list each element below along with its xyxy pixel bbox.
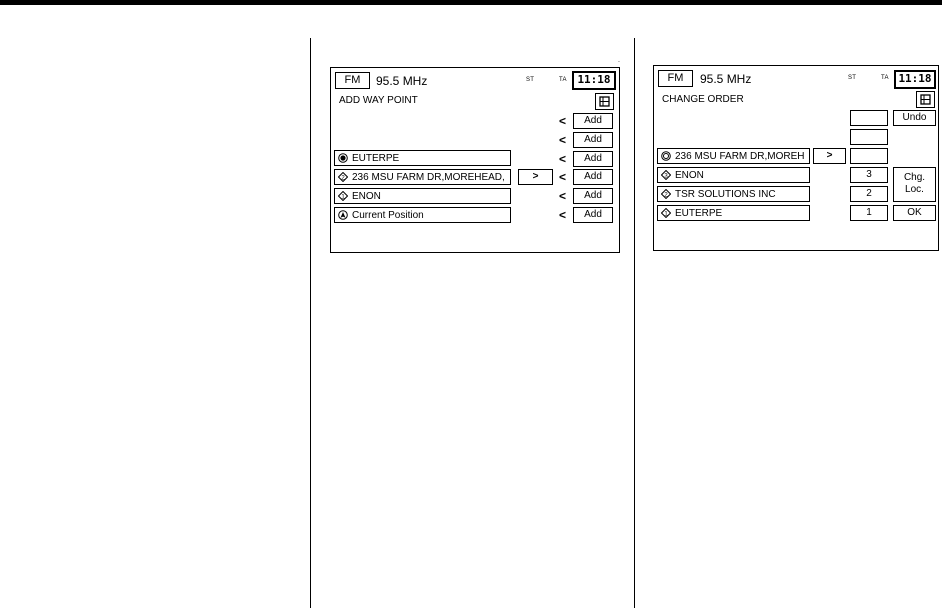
undo-button[interactable]: Undo <box>893 110 936 126</box>
menu-icon[interactable] <box>595 93 614 110</box>
page-title: ADD WAY POINT <box>339 95 418 106</box>
add-button-3[interactable]: Add <box>573 151 613 167</box>
waypoint-label: ENON <box>675 170 704 181</box>
loc-line: Loc. <box>905 184 924 195</box>
order-slot-empty[interactable] <box>850 148 888 164</box>
waypoint-label: EUTERPE <box>352 153 400 164</box>
frequency-label: 95.5 MHz <box>376 74 428 88</box>
waypoint-item[interactable] <box>334 207 511 223</box>
waypoint-item[interactable] <box>657 167 810 183</box>
traffic-indicator: TA <box>881 75 889 81</box>
waypoint-1-icon <box>661 208 671 218</box>
current-position-icon <box>338 210 348 220</box>
destination-icon <box>661 151 671 161</box>
insert-arrow: < <box>559 152 567 166</box>
frequency-label: 95.5 MHz <box>700 72 752 86</box>
move-right-button[interactable]: > <box>813 148 846 164</box>
svg-text:1: 1 <box>664 211 668 218</box>
svg-text:3: 3 <box>664 173 668 180</box>
change-order-screen <box>653 65 939 251</box>
waypoint-label: TSR SOLUTIONS INC <box>675 189 776 200</box>
insert-arrow: < <box>559 133 567 147</box>
waypoint-item[interactable] <box>657 148 810 164</box>
add-button-5[interactable]: Add <box>573 188 613 204</box>
clock: 11:18 <box>572 71 616 90</box>
order-number[interactable]: 1 <box>850 205 888 221</box>
waypoint-label: 236 MSU FARM DR,MOREHEAD, <box>352 172 505 183</box>
stereo-indicator: ST <box>848 75 857 81</box>
band-button[interactable]: FM <box>658 70 693 87</box>
column-divider-left <box>310 38 311 608</box>
waypoint-item[interactable] <box>657 186 810 202</box>
chg-line: Chg. <box>903 172 926 183</box>
band-button[interactable]: FM <box>335 72 370 89</box>
add-button-2[interactable]: Add <box>573 132 613 148</box>
add-button-6[interactable]: Add <box>573 207 613 223</box>
change-location-button[interactable] <box>893 167 936 202</box>
waypoint-1-icon <box>338 191 348 201</box>
insert-arrow: < <box>559 189 567 203</box>
svg-text:2: 2 <box>341 175 345 182</box>
order-number[interactable]: 3 <box>850 167 888 183</box>
order-number[interactable]: 2 <box>850 186 888 202</box>
waypoint-label: 236 MSU FARM DR,MOREH <box>675 151 805 162</box>
ok-button[interactable]: OK <box>893 205 936 221</box>
page-title: CHANGE ORDER <box>662 94 744 105</box>
destination-icon <box>338 153 348 163</box>
waypoint-item[interactable] <box>334 188 511 204</box>
move-right-button[interactable]: > <box>518 169 553 185</box>
waypoint-item[interactable] <box>334 150 511 166</box>
waypoint-label: ENON <box>352 191 381 202</box>
waypoint-label: EUTERPE <box>675 208 723 219</box>
clock: 11:18 <box>894 70 936 89</box>
waypoint-2-icon <box>338 172 348 182</box>
insert-arrow: < <box>559 208 567 222</box>
svg-text:2: 2 <box>664 192 668 199</box>
top-rule <box>0 0 942 5</box>
add-way-point-screen <box>330 67 620 253</box>
waypoint-label: Current Position <box>352 210 424 221</box>
column-divider-right <box>634 38 635 608</box>
order-slot-empty[interactable] <box>850 110 888 126</box>
waypoint-2-icon <box>661 189 671 199</box>
insert-arrow: < <box>559 170 567 184</box>
insert-arrow: < <box>559 114 567 128</box>
svg-text:1: 1 <box>341 194 345 201</box>
stray-dot: . <box>618 57 620 64</box>
add-button-4[interactable]: Add <box>573 169 613 185</box>
order-slot-empty[interactable] <box>850 129 888 145</box>
stereo-indicator: ST <box>526 77 535 83</box>
waypoint-item[interactable] <box>334 169 511 185</box>
waypoint-3-icon <box>661 170 671 180</box>
menu-icon[interactable] <box>916 91 935 108</box>
waypoint-item[interactable] <box>657 205 810 221</box>
traffic-indicator: TA <box>559 77 567 83</box>
add-button-1[interactable]: Add <box>573 113 613 129</box>
